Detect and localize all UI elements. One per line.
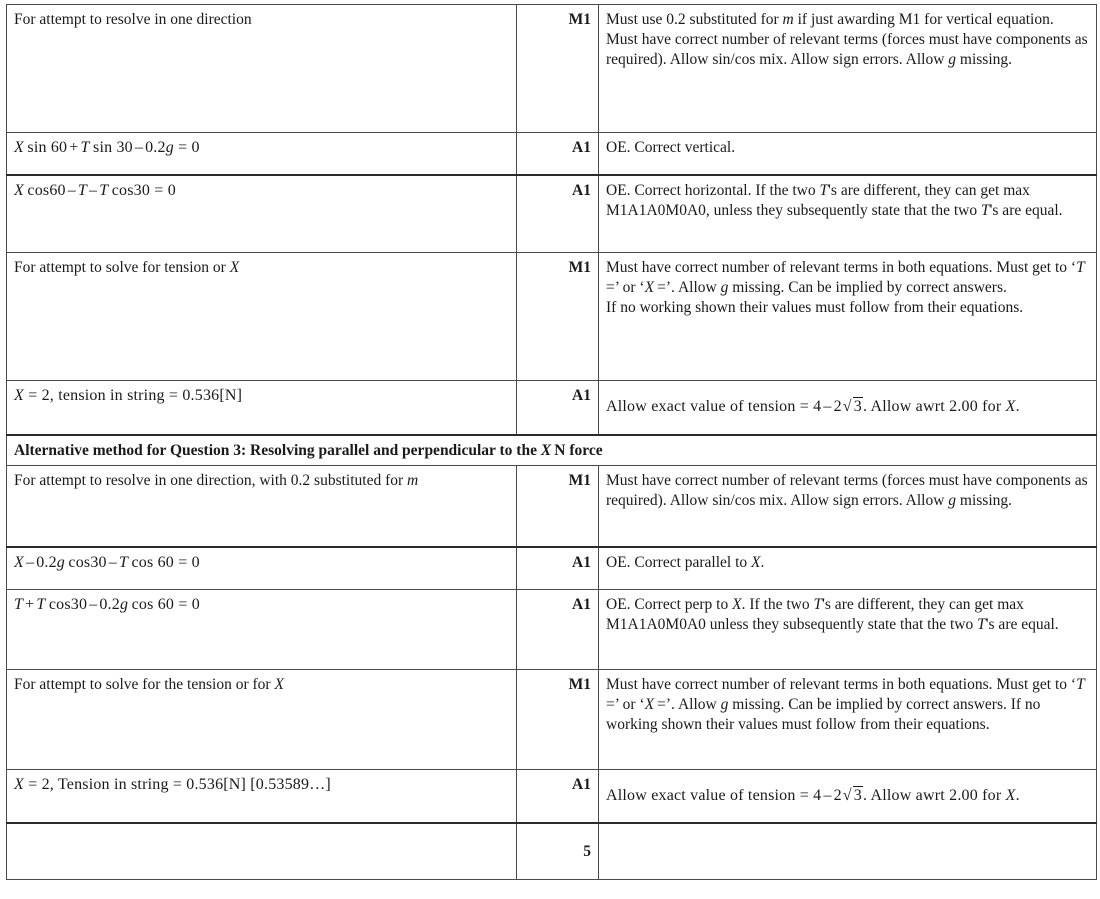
table-row — [7, 253, 1097, 381]
table-row — [7, 133, 1097, 175]
mark-cell — [517, 253, 599, 381]
math-var-g: g — [948, 51, 957, 69]
notes-cell — [599, 381, 1097, 435]
alt-header-text: Alternative method for Question 3: Resolving parallel and perpendicular to the — [14, 441, 537, 459]
notes-cell — [599, 465, 1097, 547]
note-text: 's are different, they can get max M1A1A0M0A0 unless they subsequently state that the two — [606, 595, 1024, 633]
answer-cell — [7, 5, 517, 133]
mark-label: A1 — [572, 387, 591, 404]
notes-cell — [599, 5, 1097, 133]
notes-cell — [599, 133, 1097, 175]
table-row — [7, 175, 1097, 253]
math-var-t: T — [813, 595, 823, 613]
answer-cell — [7, 175, 517, 253]
math-var-x: X — [644, 695, 655, 713]
note-line: Allow exact value of tension = 4 – 2√ 3. Allow awrt 2.00 for X. — [606, 786, 1089, 807]
note-line — [606, 553, 1089, 573]
answer-result: X = 2, tension in string = 0.536[N] — [14, 387, 243, 404]
answer-cell — [7, 381, 517, 435]
table-row — [7, 381, 1097, 435]
table-row — [7, 769, 1097, 823]
table-row — [7, 547, 1097, 589]
answer-result: X = 2, Tension in string = 0.536[N] [0.53589…] — [14, 775, 331, 793]
equation-parallel: X – 0.2g cos30 – T cos 60 = 0 — [14, 554, 200, 572]
table-row — [7, 5, 1097, 133]
mark-label: M1 — [568, 259, 591, 276]
note-text: missing. — [959, 51, 1012, 69]
mark-label: A1 — [572, 775, 591, 793]
note-text: Allow exact value of tension = — [606, 786, 809, 804]
note-text: 's are equal. — [985, 615, 1059, 633]
math-var-m: m — [407, 471, 419, 489]
mark-label: A1 — [572, 554, 591, 572]
note-line — [606, 181, 1089, 221]
table-row — [7, 669, 1097, 769]
math-var-x: X — [751, 554, 761, 572]
note-text: . — [760, 554, 765, 572]
math-var-x: X — [274, 675, 284, 693]
answer-cell — [7, 547, 517, 589]
table-row — [7, 465, 1097, 547]
note-line — [606, 675, 1089, 735]
note-text: OE. Correct horizontal. If the two — [606, 181, 816, 199]
math-var-t: T — [819, 181, 829, 199]
note-text: missing. — [959, 491, 1012, 509]
total-mark-cell — [517, 823, 599, 879]
answer-text: For attempt to solve for the tension or for — [14, 675, 271, 693]
mark-cell — [517, 5, 599, 133]
mark-cell — [517, 175, 599, 253]
note-text: . If the two — [741, 595, 810, 613]
answer-cell — [7, 133, 517, 175]
note-text: =’. Allow — [657, 695, 717, 713]
mark-scheme-table — [6, 4, 1097, 880]
answer-cell — [7, 589, 517, 669]
answer-cell — [7, 465, 517, 547]
math-var-x: X — [644, 279, 655, 297]
answer-cell — [7, 769, 517, 823]
mark-label: A1 — [572, 139, 591, 156]
math-var-t: T — [1076, 675, 1085, 693]
notes-cell — [599, 253, 1097, 381]
note-text: =’ or ‘ — [606, 695, 645, 713]
note-line — [606, 471, 1089, 511]
mark-label: M1 — [568, 11, 591, 28]
mark-label: A1 — [572, 595, 591, 613]
mark-cell — [517, 669, 599, 769]
note-text: if just awarding M1 for vertical equation. — [797, 11, 1054, 28]
math-var-x: X — [540, 441, 552, 459]
note-line: If no working shown their values must follow from their equations. — [606, 299, 1024, 317]
note-line — [606, 258, 1089, 298]
math-var-x: X — [732, 595, 742, 613]
alt-header-text: N force — [554, 441, 603, 459]
note-text: =’ or ‘ — [606, 279, 645, 297]
note-line — [606, 30, 1089, 70]
math-var-x: X — [1005, 398, 1016, 416]
note-text: . Allow awrt 2.00 for — [862, 398, 1002, 416]
note-text: missing. Can be implied by correct answers. — [732, 279, 1007, 297]
note-text: . Allow awrt 2.00 for — [862, 786, 1002, 804]
math-var-x: X — [1005, 786, 1016, 804]
math-var-g: g — [948, 491, 957, 509]
answer-cell-empty — [7, 823, 517, 879]
alt-method-header — [7, 435, 1097, 466]
note-text: Must have correct number of relevant terms (forces must have components as required). Allow sin/cos mix. Allow sign errors. Allow — [606, 471, 1088, 509]
answer-text: For attempt to resolve in one direction — [14, 11, 252, 28]
equation-horizontal: X cos60 – T – T cos30 = 0 — [14, 181, 176, 199]
notes-cell — [599, 669, 1097, 769]
note-text: 's are equal. — [989, 201, 1063, 219]
note-text: Must have correct number of relevant terms in both equations. Must get to ‘ — [606, 259, 1077, 276]
answer-text: For attempt to solve for tension or — [14, 259, 226, 276]
notes-cell-empty — [599, 823, 1097, 879]
mark-cell — [517, 381, 599, 435]
total-row — [7, 823, 1097, 879]
note-text: Allow exact value of tension = — [606, 398, 809, 416]
mark-label: M1 — [568, 675, 591, 693]
table-row — [7, 589, 1097, 669]
math-var-g: g — [720, 279, 729, 297]
mark-cell — [517, 769, 599, 823]
note-text: OE. Correct parallel to — [606, 554, 748, 572]
alt-method-header-row — [7, 435, 1097, 466]
math-var-m: m — [782, 11, 794, 28]
note-line — [606, 10, 1089, 30]
mark-cell — [517, 547, 599, 589]
math-var-t: T — [980, 201, 990, 219]
math-var-t: T — [1076, 259, 1085, 276]
answer-cell — [7, 669, 517, 769]
math-var-x: X — [229, 259, 240, 276]
mark-label: M1 — [568, 471, 591, 489]
note-text: missing. Can be implied by correct answers. If no working shown their values must follow from their equations. — [606, 695, 1041, 733]
note-text: Must use 0.2 substituted for — [606, 11, 779, 28]
mark-cell — [517, 465, 599, 547]
mark-label: A1 — [572, 181, 591, 199]
note-line — [606, 595, 1089, 635]
mark-cell — [517, 133, 599, 175]
notes-cell — [599, 589, 1097, 669]
total-mark-label: 5 — [583, 842, 591, 860]
note-text: =’. Allow — [657, 279, 717, 297]
math-var-g: g — [720, 695, 729, 713]
equation-perpendicular: T + T cos30 – 0.2g cos 60 = 0 — [14, 595, 200, 613]
note-text: Must have correct number of relevant terms (forces must have components as required). Allow sin/cos mix. Allow sign errors. Allow — [606, 31, 1088, 69]
answer-text: For attempt to resolve in one direction, with 0.2 substituted for — [14, 471, 404, 489]
square-root-icon: √ 3 — [842, 398, 862, 416]
note-line: Allow exact value of tension = 4 – 2√ 3. Allow awrt 2.00 for X. — [606, 397, 1089, 418]
math-var-t: T — [977, 615, 986, 633]
notes-cell — [599, 769, 1097, 823]
note-line: OE. Correct vertical. — [606, 139, 736, 156]
note-text: OE. Correct perp to — [606, 595, 729, 613]
note-text: Must have correct number of relevant terms in both equations. Must get to ‘ — [606, 675, 1077, 693]
answer-cell — [7, 253, 517, 381]
notes-cell — [599, 175, 1097, 253]
square-root-icon: √ 3 — [842, 786, 862, 804]
mark-cell — [517, 589, 599, 669]
notes-cell — [599, 547, 1097, 589]
equation-vertical: X sin 60 + T sin 30 – 0.2g = 0 — [14, 139, 200, 156]
note-text: 's are different, they can get max M1A1A0M0A0, unless they subsequently state that the two — [606, 181, 1030, 219]
